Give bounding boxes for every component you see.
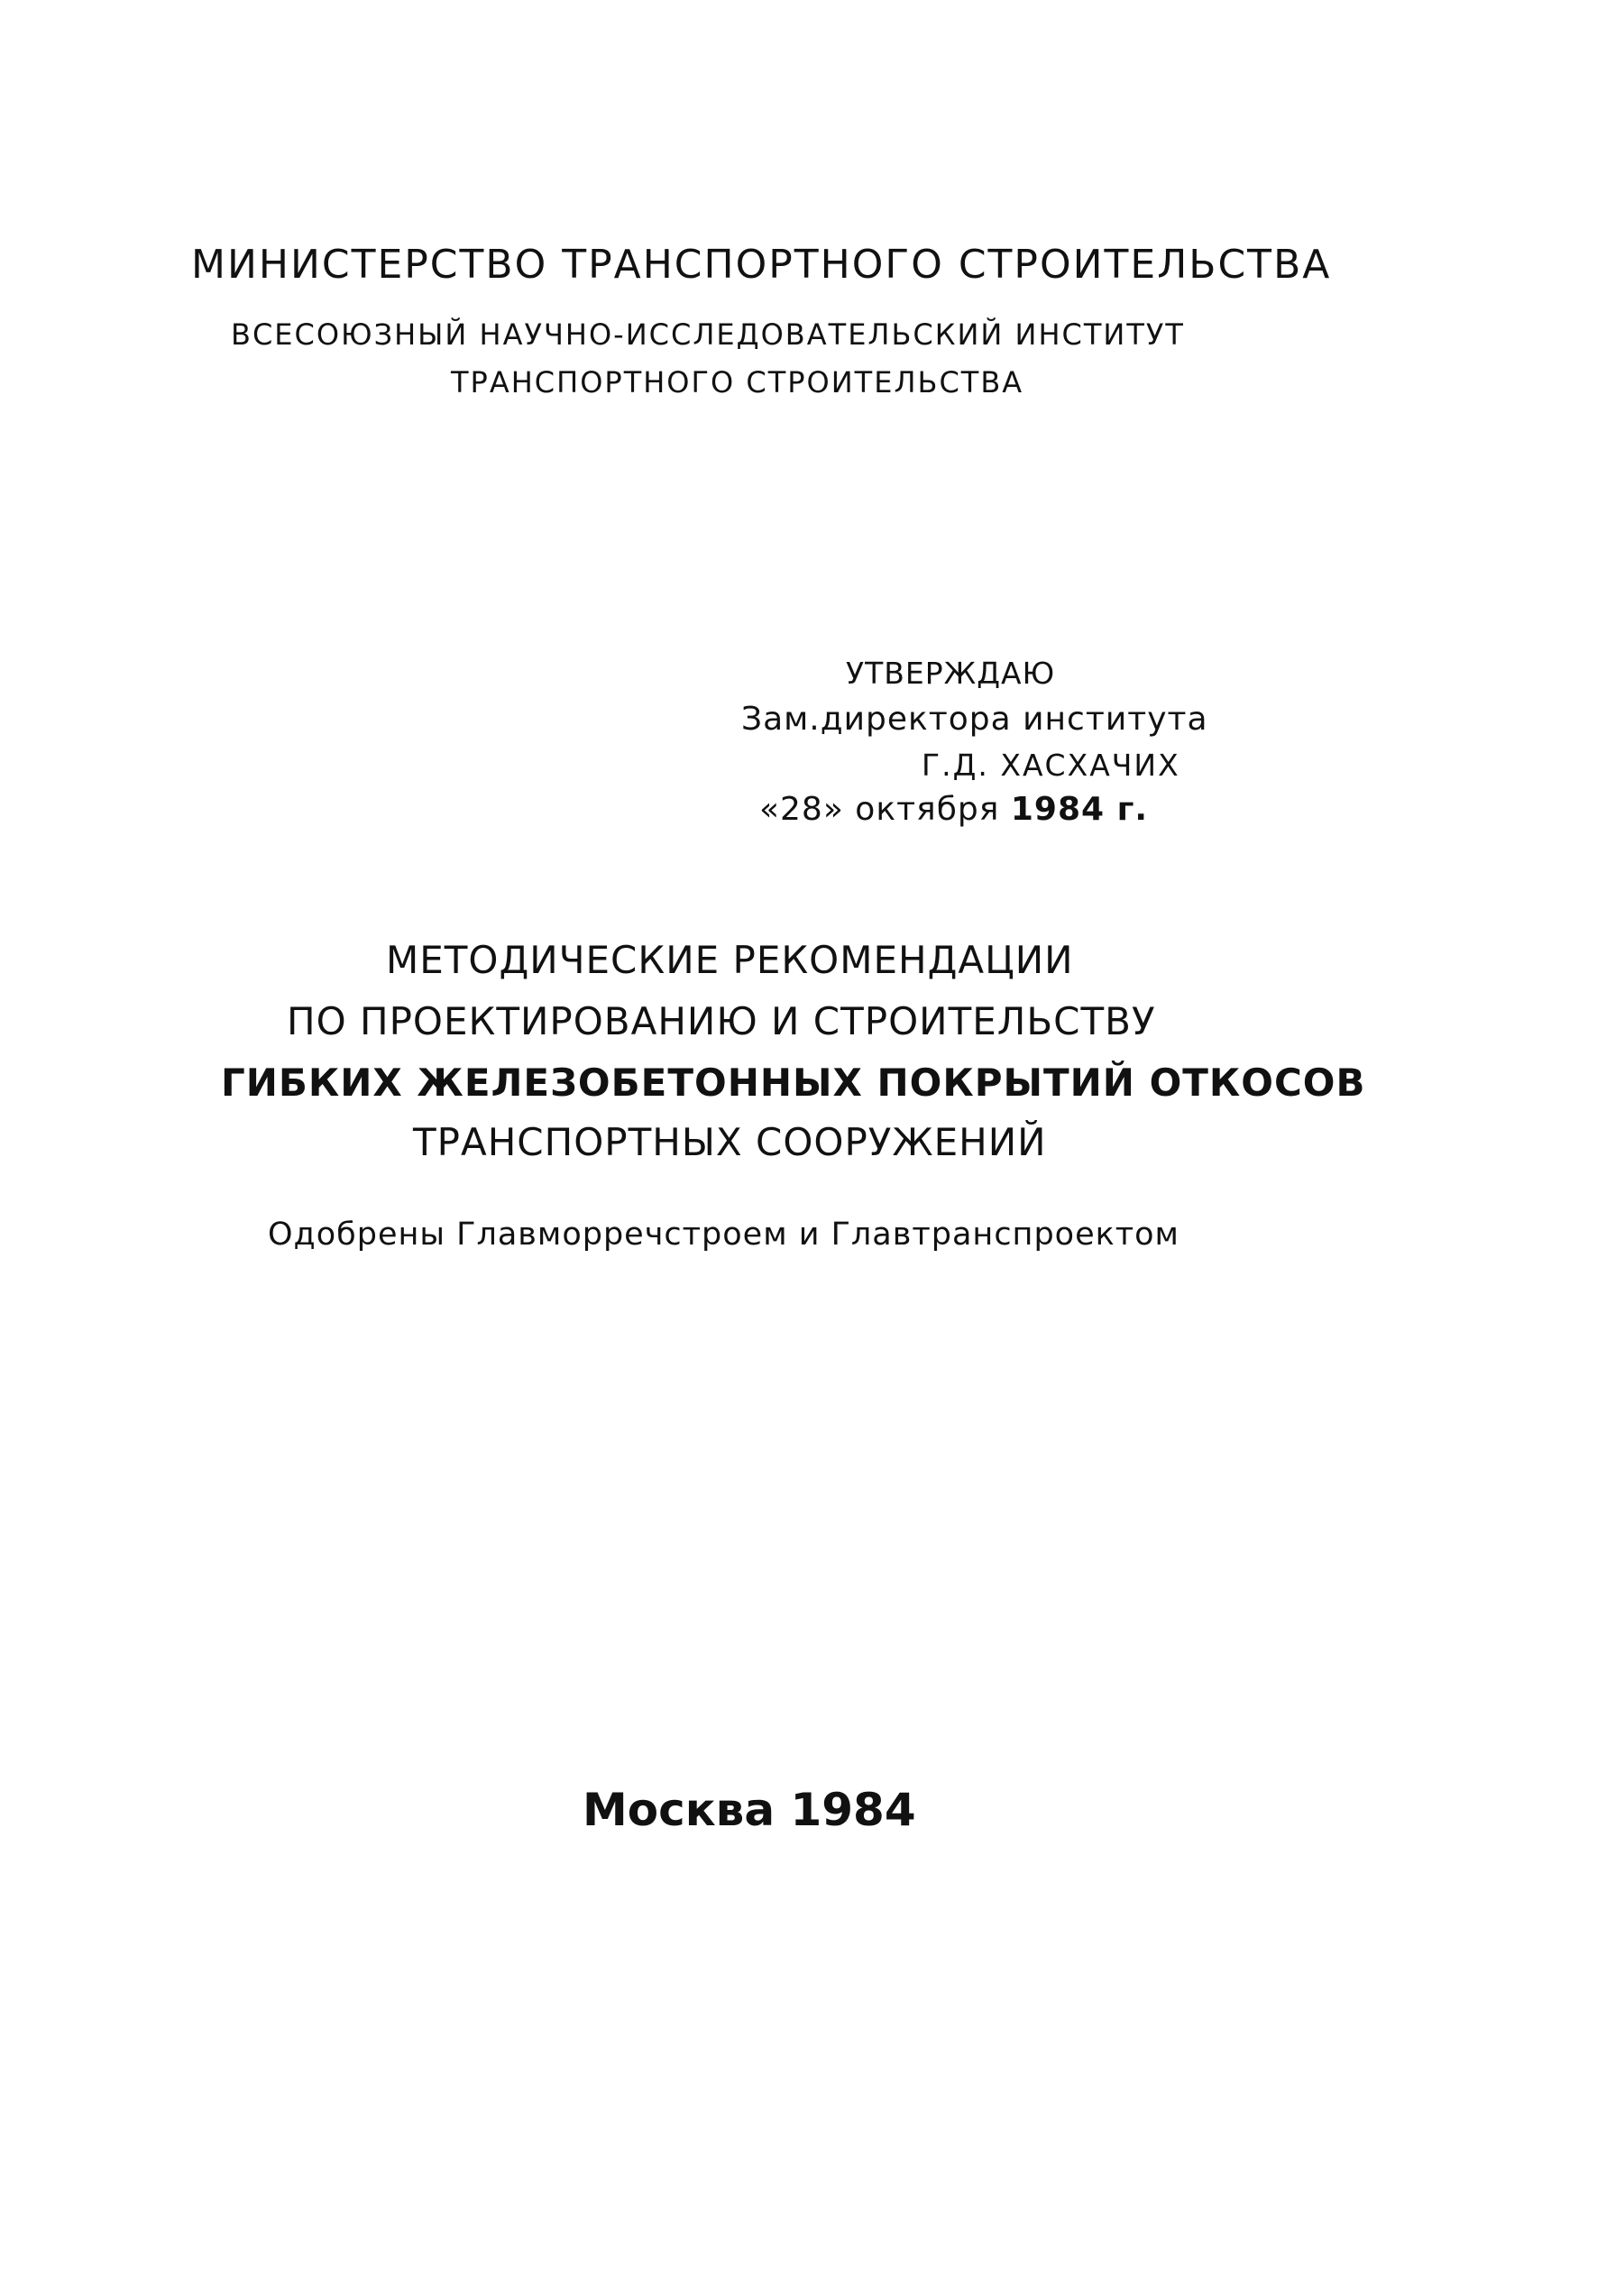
approval-date-day-month: «28» октября <box>759 791 1000 828</box>
title-line-1: МЕТОДИЧЕСКИЕ РЕКОМЕНДАЦИИ <box>386 938 1074 982</box>
approval-date-year: 1984 г. <box>1010 791 1149 828</box>
approval-name: Г.Д. ХАСХАЧИХ <box>922 748 1180 783</box>
approval-date <box>759 791 1149 828</box>
approval-heading: УТВЕРЖДАЮ <box>846 656 1056 691</box>
approval-position: Зам.директора института <box>741 701 1208 738</box>
institute-name-line1: ВСЕСОЮЗНЫЙ НАУЧНО-ИССЛЕДОВАТЕЛЬСКИЙ ИНСТИТУТ <box>231 317 1185 352</box>
title-line-2: ПО ПРОЕКТИРОВАНИЮ И СТРОИТЕЛЬСТВУ <box>287 999 1156 1043</box>
institute-name-line2: ТРАНСПОРТНОГО СТРОИТЕЛЬСТВА <box>451 365 1024 400</box>
ministry-name: МИНИСТЕРСТВО ТРАНСПОРТНОГО СТРОИТЕЛЬСТВА <box>191 242 1332 288</box>
title-line-4: ТРАНСПОРТНЫХ СООРУЖЕНИЙ <box>413 1120 1047 1164</box>
approved-by-note: Одобрены Главморречстроем и Главтранспроектом <box>268 1217 1179 1253</box>
city-year: Москва 1984 <box>583 1784 916 1836</box>
title-line-3: ГИБКИХ ЖЕЛЕЗОБЕТОННЫХ ПОКРЫТИЙ ОТКОСОВ <box>221 1061 1366 1105</box>
